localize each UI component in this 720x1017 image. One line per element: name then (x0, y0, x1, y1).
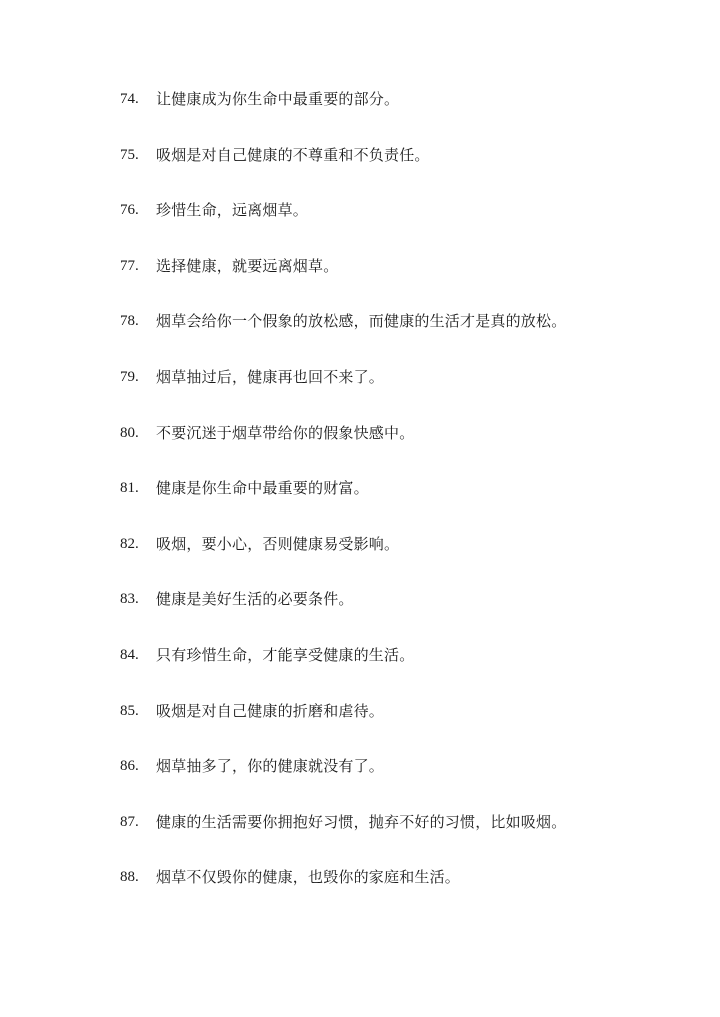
item-text: 吸烟是对自己健康的折磨和虐待。 (156, 701, 385, 720)
list-item (120, 308, 700, 364)
list-item (120, 420, 700, 476)
list-item (120, 86, 700, 142)
item-number: 87. (120, 813, 139, 830)
list-item (120, 197, 700, 253)
list-item (120, 142, 700, 198)
item-text: 健康的生活需要你拥抱好习惯，抛弃不好的习惯，比如吸烟。 (156, 812, 567, 831)
item-text: 健康是美好生活的必要条件。 (156, 590, 354, 609)
list-item (120, 531, 700, 587)
item-number: 79. (120, 368, 139, 385)
item-number: 82. (120, 535, 139, 552)
item-text: 烟草抽多了，你的健康就没有了。 (156, 757, 385, 776)
list-item (120, 753, 700, 809)
item-number: 78. (120, 313, 139, 330)
item-text: 让健康成为你生命中最重要的部分。 (156, 90, 400, 108)
list-item (120, 698, 700, 754)
item-number: 85. (120, 702, 139, 719)
item-text: 不要沉迷于烟草带给你的假象快感中。 (156, 423, 415, 442)
item-text: 烟草会给你一个假象的放松感，而健康的生活才是真的放松。 (156, 312, 567, 331)
item-number: 74. (120, 91, 139, 107)
list-item (120, 642, 700, 698)
item-number: 84. (120, 646, 139, 663)
item-text: 健康是你生命中最重要的财富。 (156, 479, 369, 498)
item-number: 83. (120, 591, 139, 608)
item-number: 77. (120, 257, 139, 274)
list-item (120, 475, 700, 531)
list-item (120, 253, 700, 309)
item-text: 吸烟是对自己健康的不尊重和不负责任。 (156, 145, 430, 164)
list-item (120, 364, 700, 420)
item-number: 81. (120, 480, 139, 497)
item-text: 选择健康，就要远离烟草。 (156, 256, 339, 275)
item-number: 75. (120, 146, 139, 163)
item-number: 76. (120, 202, 139, 219)
item-number: 86. (120, 758, 139, 775)
item-text: 烟草抽过后，健康再也回不来了。 (156, 367, 385, 386)
list-item (120, 809, 700, 865)
numbered-list (120, 86, 700, 920)
item-number: 88. (120, 869, 139, 886)
item-text: 吸烟，要小心，否则健康易受影响。 (156, 534, 400, 553)
item-number: 80. (120, 424, 139, 441)
item-text: 烟草不仅毁你的健康，也毁你的家庭和生活。 (156, 868, 461, 887)
list-item (120, 864, 700, 920)
list-item (120, 586, 700, 642)
item-text: 珍惜生命，远离烟草。 (156, 201, 309, 220)
item-text: 只有珍惜生命，才能享受健康的生活。 (156, 645, 415, 664)
